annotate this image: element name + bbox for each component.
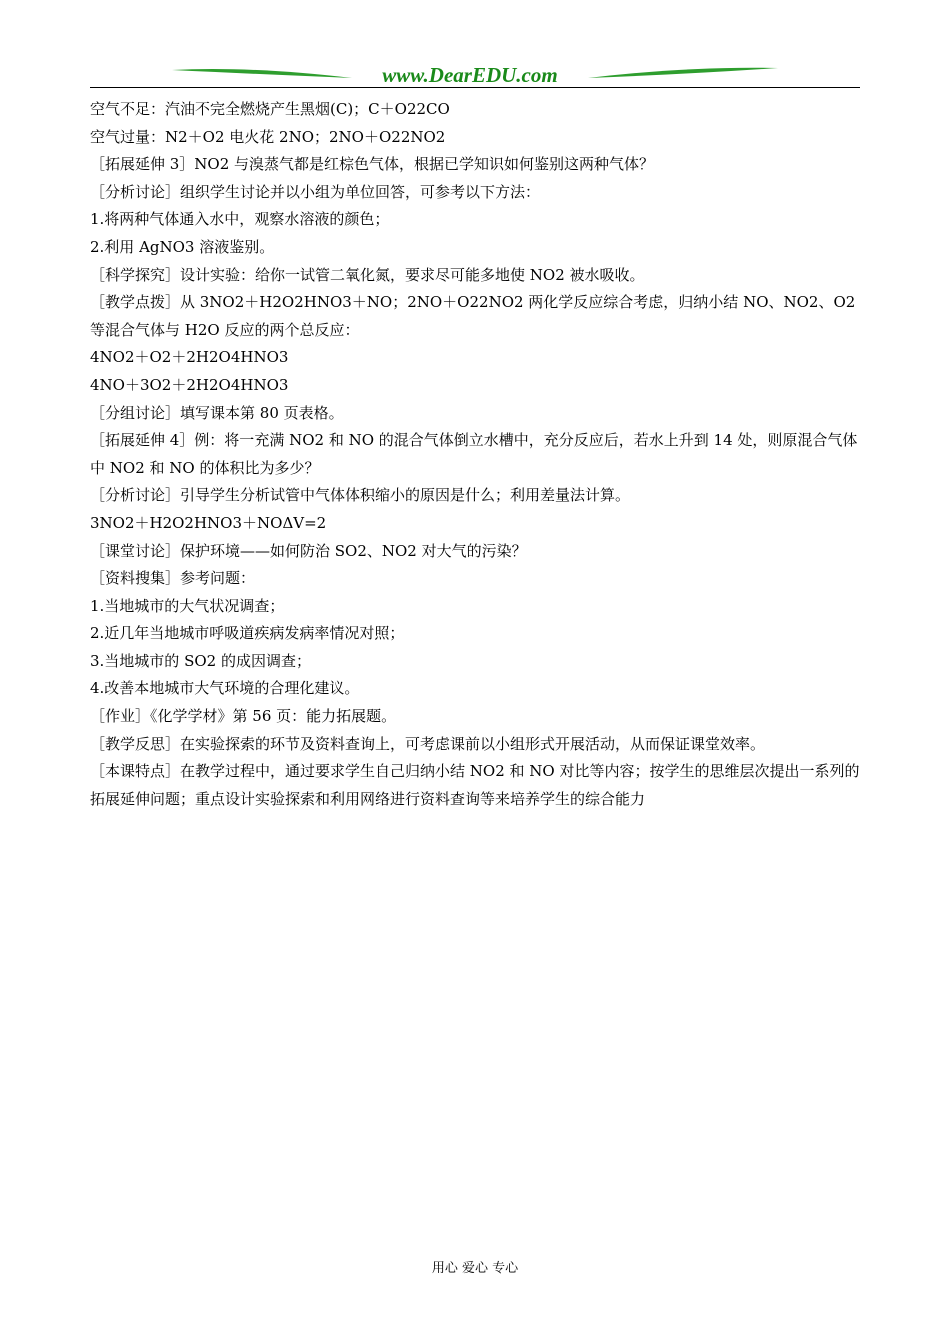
text-line: 4.改善本地城市大气环境的合理化建议。 — [90, 679, 360, 698]
text-line: 3NO2＋H2O2HNO3＋NOΔV=2 — [90, 513, 327, 532]
text-line: ［教学反思］在实验探索的环节及资料查询上，可考虑课前以小组形式开展活动，从而保证课堂效率。 — [90, 734, 766, 753]
page-header — [90, 60, 860, 90]
text-line: 1.将两种气体通入水中，观察水溶液的颜色； — [90, 210, 390, 229]
logo-text: www.DearEDU.com — [382, 63, 558, 87]
text-line: 4NO＋3O2＋2H2O4HNO3 — [90, 375, 289, 394]
left-swoosh — [172, 69, 352, 78]
text-line: 1.当地城市的大气状况调查； — [90, 596, 285, 615]
text-line: ［作业］《化学学材》第 56 页：能力拓展题。 — [90, 707, 397, 726]
text-line: 空气不足：汽油不完全燃烧产生黑烟(C)；C＋O22CO — [90, 100, 450, 118]
site-logo — [90, 60, 860, 88]
text-line: ［资料搜集］参考问题： — [90, 569, 256, 588]
text-line: 2.利用 AgNO3 溶液鉴别。 — [90, 237, 275, 256]
text-line: ［分组讨论］填写课本第 80 页表格。 — [90, 403, 344, 422]
page-footer: 用心 爱心 专心 — [431, 1261, 519, 1276]
text-line: ［分析讨论］引导学生分析试管中气体体积缩小的原因是什么；利用差量法计算。 — [90, 486, 631, 505]
text-line: ［课堂讨论］保护环境——如何防治 SO2、NO2 对大气的污染？ — [90, 541, 527, 560]
text-line: 空气过量：N2＋O2 电火花 2NO；2NO＋O22NO2 — [90, 127, 446, 146]
text-line: ［拓展延伸 4］例：将一充满 NO2 和 NO 的混合气体倒立水槽中，充分反应后，若水上升到 14 处，则原混合气体中 NO2 和 NO 的体积比为多少？ — [90, 431, 858, 477]
text-line: ［分析讨论］组织学生讨论并以小组为单位回答，可参考以下方法： — [90, 182, 541, 201]
text-line: ［本课特点］在教学过程中，通过要求学生自己归纳小结 NO2 和 NO 对比等内容；按学生的思维层次提出一系列的拓展延伸问题；重点设计实验探索和利用网络进行资料查询等来培养学生的综合能力 — [90, 762, 860, 808]
text-line: 3.当地城市的 SO2 的成因调查； — [90, 651, 311, 670]
text-line: 4NO2＋O2＋2H2O4HNO3 — [90, 348, 289, 367]
text-line: ［科学探究］设计实验：给你一试管二氧化氮，要求尽可能多地使 NO2 被水吸收。 — [90, 265, 645, 284]
header-rule — [90, 87, 860, 88]
text-line: 2.近几年当地城市呼吸道疾病发病率情况对照； — [90, 624, 405, 643]
text-line: ［教学点拨］从 3NO2＋H2O2HNO3＋NO；2NO＋O22NO2 两化学反应综合考虑，归纳小结 NO、NO2、O2 等混合气体与 H2O 反应的两个总反应： — [90, 293, 861, 339]
document-body — [90, 96, 860, 813]
text-line: ［拓展延伸 3］NO2 与溴蒸气都是红棕色气体，根据已学知识如何鉴别这两种气体？ — [90, 155, 655, 174]
right-swoosh — [588, 68, 778, 78]
